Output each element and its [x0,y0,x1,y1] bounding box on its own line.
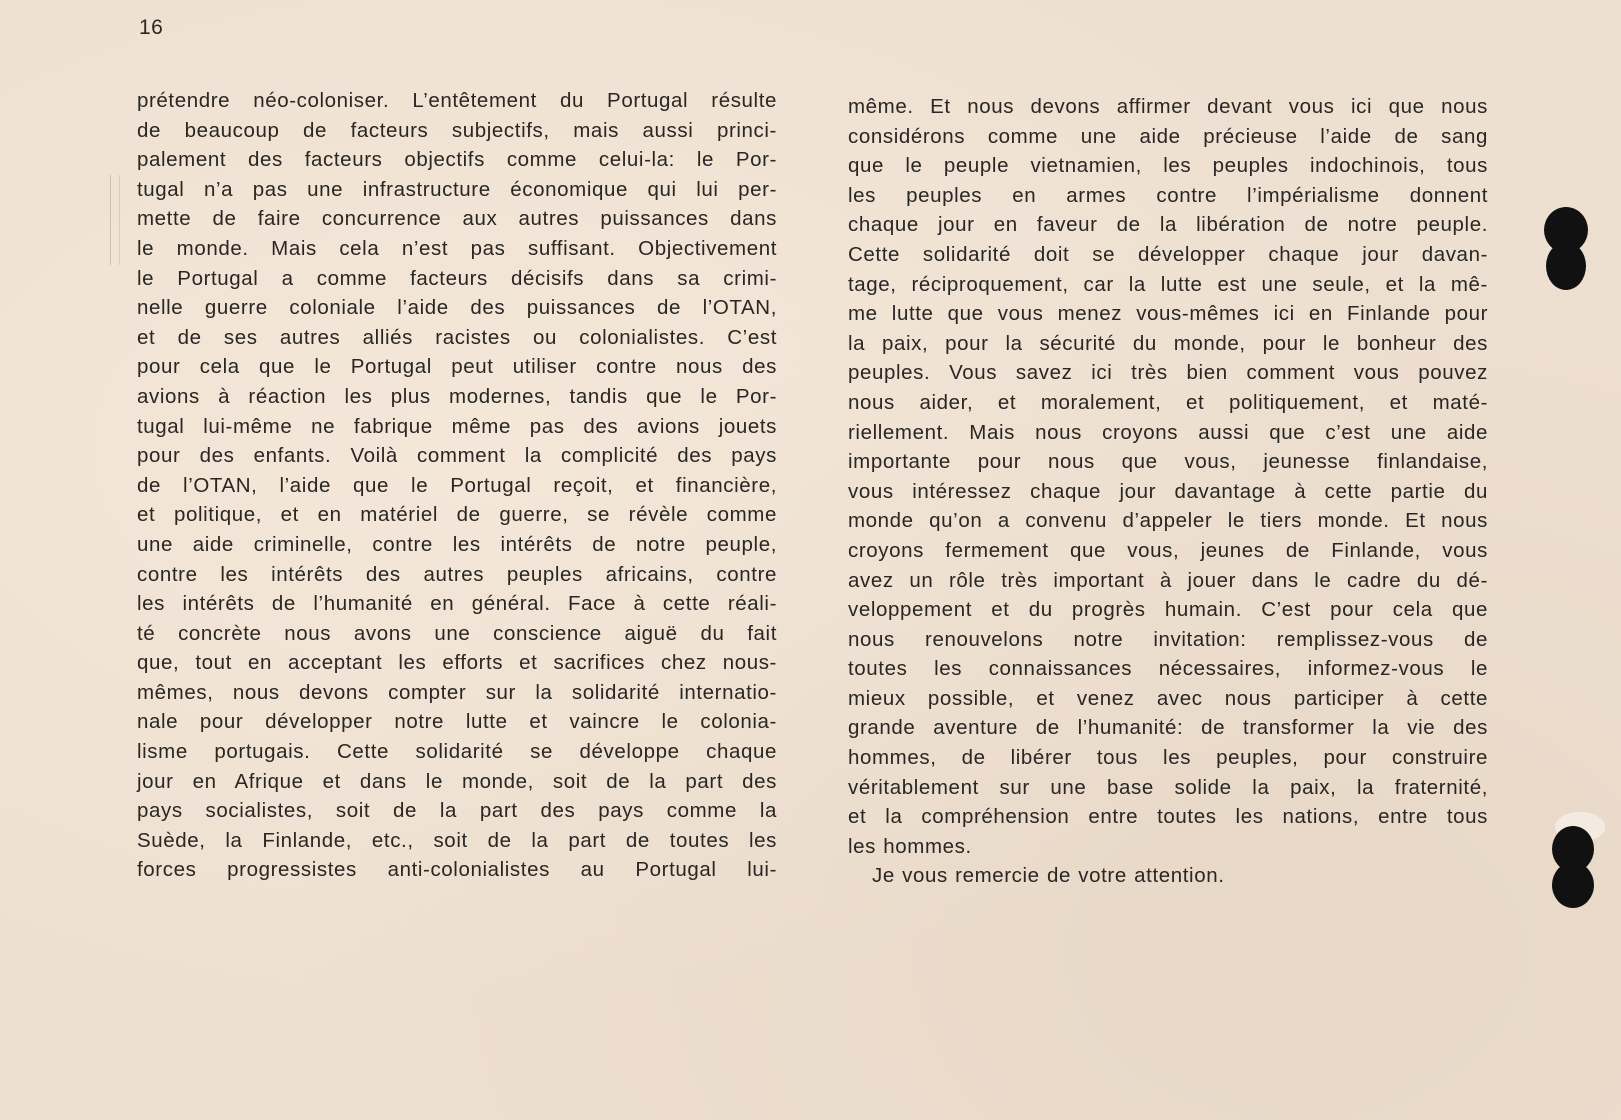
text-line: palement des facteurs objectifs comme celui-la: le Por- [137,148,777,172]
text-line: et politique, et en matériel de guerre, se révèle comme [137,503,777,527]
binder-hole [1552,862,1594,908]
page-number: 16 [139,16,164,39]
text-line: nale pour développer notre lutte et vaincre le colonia- [137,710,777,734]
text-line: peuples. Vous savez ici très bien comment vous pouvez [848,361,1488,385]
text-line: véritablement sur une base solide la paix, la fraternité, [848,775,1488,799]
text-line: de beaucoup de facteurs subjectifs, mais aussi princi- [137,118,777,142]
text-line: Cette solidarité doit se développer chaque jour davan- [848,242,1488,266]
text-line: hommes, de libérer tous les peuples, pour construire [848,746,1488,770]
text-line: avions à réaction les plus modernes, tandis que le Por- [137,384,777,408]
text-line: jour en Afrique et dans le monde, soit de la part des [137,769,777,793]
text-line: tugal lui-même ne fabrique même pas des avions jouets [137,414,777,438]
text-line: pour cela que le Portugal peut utiliser contre nous des [137,355,777,379]
paper-crease [110,175,120,265]
text-line: Suède, la Finlande, etc., soit de la part de toutes les [137,828,777,852]
text-line: té concrète nous avons une conscience aiguë du fait [137,621,777,645]
text-line: vous intéressez chaque jour davantage à cette partie du [848,479,1488,503]
binder-hole [1546,242,1586,290]
text-line: le monde. Mais cela n’est pas suffisant. Objectivement [137,236,777,260]
text-line: considérons comme une aide précieuse l’aide de sang [848,124,1488,148]
text-line: même. Et nous devons affirmer devant vous ici que nous [848,95,1488,118]
text-line: pour des enfants. Voilà comment la complicité des pays [137,444,777,468]
text-line: une aide criminelle, contre les intérêts de notre peuple, [137,532,777,556]
text-line: mêmes, nous devons compter sur la solidarité internatio- [137,680,777,704]
right-text-column [848,92,1488,891]
text-line: pays socialistes, soit de la part des pays comme la [137,799,777,823]
text-line: et de ses autres alliés racistes ou colonialistes. C’est [137,325,777,349]
text-line: me lutte que vous menez vous-mêmes ici en Finlande pour [848,302,1488,326]
text-line: que le peuple vietnamien, les peuples indochinois, tous [848,154,1488,178]
text-line: toutes les connaissances nécessaires, informez-vous le [848,657,1488,681]
text-line: nelle guerre coloniale l’aide des puissances de l’OTAN, [137,296,777,320]
text-line: riellement. Mais nous croyons aussi que c’est une aide [848,420,1488,444]
text-line: forces progressistes anti-colonialistes au Portugal lui- [137,858,777,882]
text-line: lisme portugais. Cette solidarité se développe chaque [137,740,777,764]
text-line: les peuples en armes contre l’impérialisme donnent [848,183,1488,207]
text-line: tugal n’a pas une infrastructure économique qui lui per- [137,177,777,201]
text-line: les intérêts de l’humanité en général. Face à cette réali- [137,592,777,616]
text-line: monde qu’on a convenu d’appeler le tiers monde. Et nous [848,509,1488,533]
text-line: chaque jour en faveur de la libération de notre peuple. [848,213,1488,237]
text-line: croyons fermement que vous, jeunes de Finlande, vous [848,538,1488,562]
text-line: grande aventure de l’humanité: de transformer la vie des [848,716,1488,740]
text-line: le Portugal a comme facteurs décisifs dans sa crimi- [137,266,777,290]
text-line: mieux possible, et venez avec nous participer à cette [848,686,1488,710]
text-line: la paix, pour la sécurité du monde, pour le bonheur des [848,331,1488,355]
left-text-column [137,86,777,885]
text-line: avez un rôle très important à jouer dans le cadre du dé- [848,568,1488,592]
text-line: importante pour nous que vous, jeunesse finlandaise, [848,450,1488,474]
text-line: de l’OTAN, l’aide que le Portugal reçoit, et financière, [137,473,777,497]
closing-line: Je vous remercie de votre attention. [872,864,1225,888]
text-line: que, tout en acceptant les efforts et sacrifices chez nous- [137,651,777,675]
text-line: veloppement et du progrès humain. C’est pour cela que [848,598,1488,622]
text-line: nous aider, et moralement, et politiquement, et maté- [848,390,1488,414]
text-line: nous renouvelons notre invitation: remplissez-vous de [848,627,1488,651]
text-line: les hommes. [848,834,972,858]
text-line: et la compréhension entre toutes les nations, entre tous [848,805,1488,829]
text-line: prétendre néo-coloniser. L’entêtement du Portugal résulte [137,89,777,112]
text-line: mette de faire concurrence aux autres puissances dans [137,207,777,231]
text-line: tage, réciproquement, car la lutte est une seule, et la mê- [848,272,1488,296]
text-line: contre les intérêts des autres peuples africains, contre [137,562,777,586]
